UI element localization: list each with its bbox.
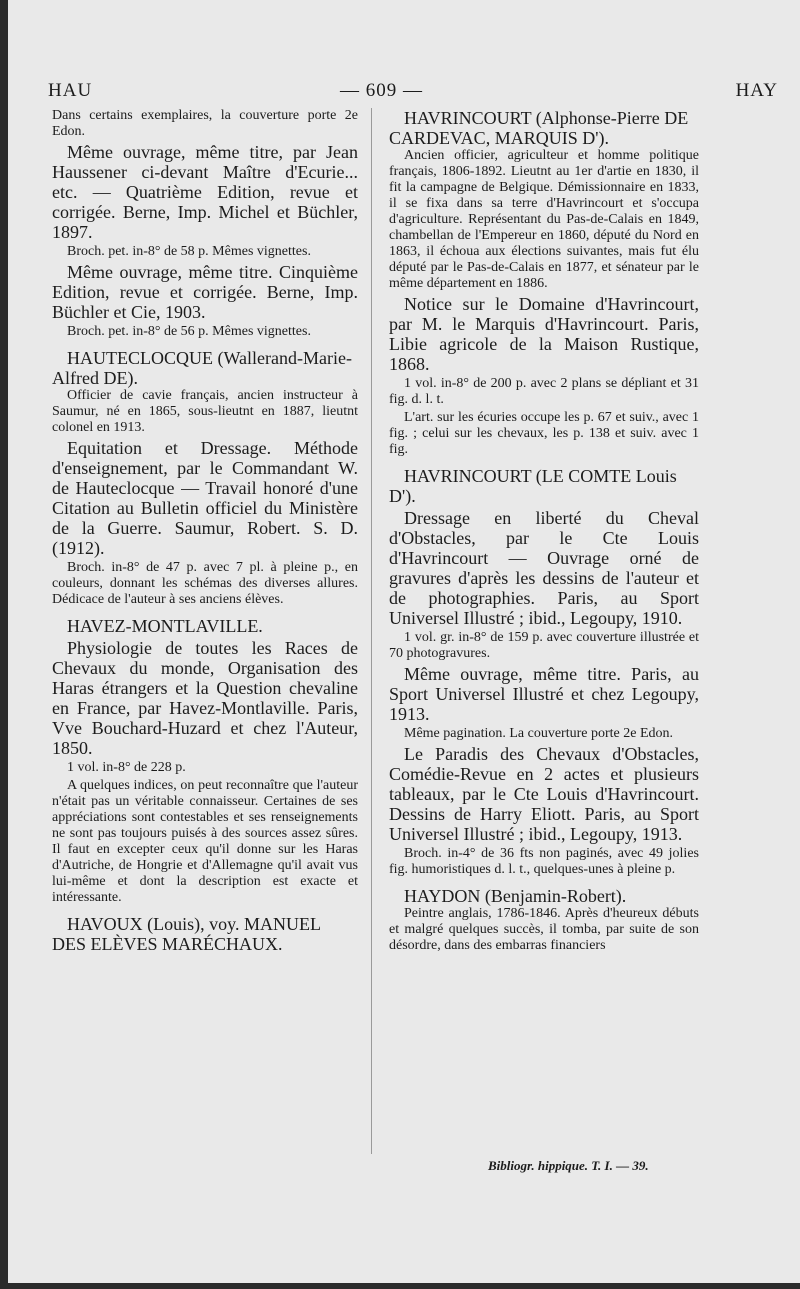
entry-note: 1 vol. in-8° de 200 p. avec 2 plans se dépliant et 31 fig. d. l. t. [389,376,699,407]
entry-heading: HAVRINCOURT (Alphonse-Pierre DE CARDEVAC, MARQUIS D'). [389,108,689,148]
page-footer: Bibliogr. hippique. T. I. — 39. [488,1158,649,1173]
right-column [389,108,699,956]
entry-note: Dans certains exemplaires, la couverture porte 2e Edon. [52,108,358,139]
entry-heading: HAYDON (Benjamin-Robert). [404,886,627,906]
entry-title: Le Paradis des Chevaux d'Obstacles, Comédie-Revue en 2 actes et plusieurs tableaux, par le Cte Louis d'Havrincourt. Dessins de Harry Eliott. Paris, au Sport Universel Illustré ; ibid., Legoupy, 1913. [389,744,699,844]
column-divider [371,108,372,1154]
entry-note: Broch. in-8° de 47 p. avec 7 pl. à pleine p., en couleurs, donnant les schémas des diverses allures. Dédicace de l'auteur à ses anciens élèves. [52,560,358,607]
entry-heading: HAVOUX (Louis), voy. MANUEL DES ELÈVES MARÉCHAUX. [52,914,321,954]
entry-heading: HAVEZ-MONTLAVILLE. [67,616,263,636]
entry-note: A quelques indices, on peut reconnaître que l'auteur n'était pas un véritable connaisseur. Certaines de ses appréciations sont contestables et ses renseignements ne sont pas toujours puisés à des sources assez sûres. Il faut en excepter ceux qu'il donne sur les Haras d'Autriche, de Hongrie et d'Allemagne qu'il avait vus lui-même et dont la description est exacte et intéressante. [52,778,358,905]
entry-title: Même ouvrage, même titre. Cinquième Edition, revue et corrigée. Berne, Imp. Büchler et Cie, 1903. [52,262,358,322]
entry-heading: HAVRINCOURT (LE COMTE Louis D'). [389,466,677,506]
entry-title: Dressage en liberté du Cheval d'Obstacles, par le Cte Louis d'Havrincourt — Ouvrage orné de gravures d'après les dessins de l'auteur et de photographies. Paris, au Sport Universel Illustré ; ibid., Legoupy, 1910. [389,508,699,628]
header-right: HAY [735,80,778,101]
entry-note: Broch. pet. in-8° de 58 p. Mêmes vignettes. [67,244,311,259]
entry-title: Equitation et Dressage. Méthode d'enseignement, par le Commandant W. de Hauteclocque — Travail honoré d'une Citation au Bulletin officiel du Ministère de la Guerre. Saumur, Robert. S. D. (1912). [52,438,358,558]
left-column [52,108,358,954]
entry-title: Notice sur le Domaine d'Havrincourt, par M. le Marquis d'Havrincourt. Paris, Libie agricole de la Maison Rustique, 1868. [389,294,699,374]
entry-note: 1 vol. gr. in-8° de 159 p. avec couverture illustrée et 70 photogravures. [389,630,699,661]
page-number: — 609 — [340,80,423,101]
entry-heading: HAUTECLOCQUE (Wallerand-Marie-Alfred DE). [52,348,352,388]
entry-title: Même ouvrage, même titre. Paris, au Sport Universel Illustré et chez Legoupy, 1913. [389,664,699,724]
header-left: HAU [48,80,93,101]
entry-note: Broch. pet. in-8° de 56 p. Mêmes vignettes. [67,324,311,339]
entry-note: Officier de cavie français, ancien instructeur à Saumur, né en 1865, sous-lieutnt en 1887, lieutnt colonel en 1913. [52,388,358,435]
entry-note: Ancien officier, agriculteur et homme politique français, 1806-1892. Lieutnt au 1er d'artie en 1830, il fit la campagne de Belgique. Démissionnaire en 1833, il se fixa dans sa terre d'Havrincourt et s'occupa d'agriculture. Représentant du Pas-de-Calais en 1849, chambellan de l'Empereur en 1860, député du Nord en 1863, il échoua aux élections suivantes, mais fut élu député par le Pas-de-Calais en 1877, et sénateur par le même département en 1886. [389,148,699,291]
entry-title: Même ouvrage, même titre, par Jean Haussener ci-devant Maître d'Ecurie... etc. — Quatrième Edition, revue et corrigée. Berne, Imp. Michel et Büchler, 1897. [52,142,358,242]
entry-note: Broch. in-4° de 36 fts non paginés, avec 49 jolies fig. humoristiques d. l. t., quelques-unes à pleine p. [389,846,699,877]
entry-note: Peintre anglais, 1786-1846. Après d'heureux débuts et malgré quelques succès, il tomba, par suite de son désordre, dans des embarras financiers [389,906,699,953]
entry-note: Même pagination. La couverture porte 2e Edon. [404,726,674,741]
entry-title: Physiologie de toutes les Races de Chevaux du monde, Organisation des Haras étrangers et la Question chevaline en France, par Havez-Montlaville. Paris, Vve Bouchard-Huzard et chez l'Auteur, 1850. [52,638,358,758]
entry-note: 1 vol. in-8° de 228 p. [67,760,186,775]
running-header [48,80,778,106]
entry-note: L'art. sur les écuries occupe les p. 67 et suiv., avec 1 fig. ; celui sur les chevaux, les p. 138 et suiv. avec 1 fig. [389,410,699,457]
document-page [8,0,800,1283]
